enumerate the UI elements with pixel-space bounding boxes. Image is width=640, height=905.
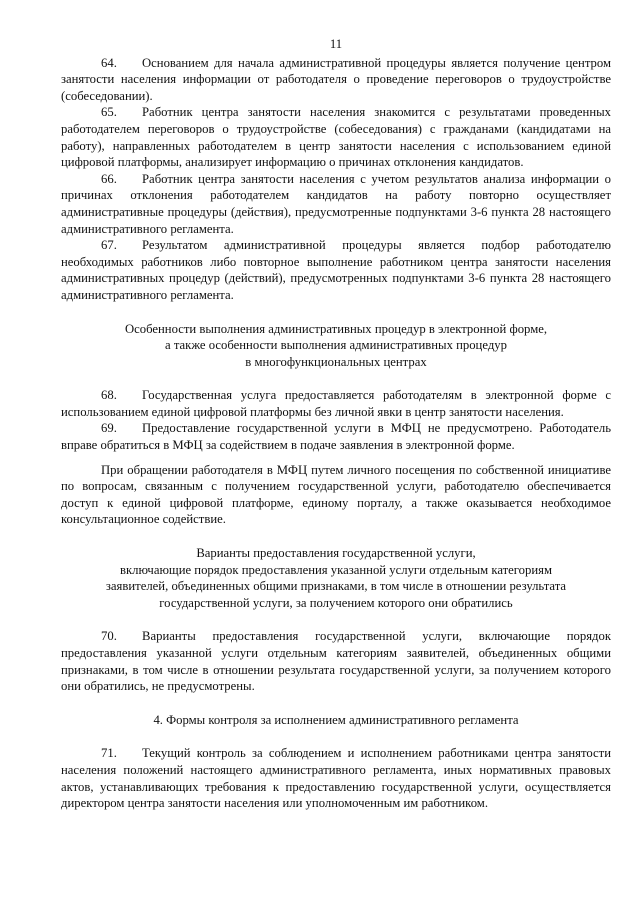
paragraph-text: Государственная услуга предоставляется работодателям в электронной форме с использованием единой цифровой платформы без личной явки в центр занятости населения. (61, 388, 611, 419)
paragraph-68 (61, 387, 611, 420)
paragraph-text: Варианты предоставления государственной услуги, включающие порядок предоставления указанной услуги отдельным категориям заявителей, объединенных общими признаками, в том числе в отношении результата государственной услуги, за получением которого они обратились, не предусмотрены. (61, 629, 611, 694)
document-page (61, 36, 611, 812)
heading-line: Варианты предоставления государственной услуги, (196, 546, 476, 561)
paragraph-text: Текущий контроль за соблюдением и исполнением работниками центра занятости населения положений настоящего административного регламента, иных нормативных правовых актов, устанавливающих требования к предоставлению государственной услуги, осуществляется директором центра занятости населения или уполномоченным им работником. (61, 746, 611, 811)
spacer (61, 304, 611, 321)
spacer (61, 528, 611, 545)
section-heading-service-variants (61, 545, 611, 611)
paragraph-number: 65. (101, 105, 117, 120)
spacer (61, 370, 611, 387)
spacer (61, 695, 611, 712)
page-number: 11 (329, 37, 343, 51)
paragraph-number: 64. (101, 55, 117, 70)
spacer (61, 728, 611, 745)
paragraph-text: Результатом административной процедуры является подбор работодателю необходимых работников либо повторное выполнение работником центра занятости населения административных процедур (действий), предусмотренных подпунктами 3-6 пункта 28 настоящего административного регламента. (61, 238, 611, 302)
paragraph-number: 68. (101, 388, 117, 403)
paragraph-65 (61, 104, 611, 170)
paragraph-64 (61, 55, 611, 105)
heading-line: государственной услуги, за получением которого они обратились (159, 595, 513, 610)
paragraph-number: 71. (101, 746, 117, 761)
paragraph-text: Работник центра занятости населения знакомится с результатами проведенных работодателем переговоров о трудоустройстве (собеседования) с гражданами (кандидатами на работу), направленных работодателем в центр занятости населения с использованием единой цифровой платформы, анализирует информацию о причинах отклонения кандидатов. (61, 105, 611, 170)
paragraph-text: Работник центра занятости населения с учетом результатов анализа информации о причинах отклонения работодателем кандидатов на работу повторно осуществляет административные процедуры (действия), предусмотренные подпунктами 3-6 пункта 28 настоящего административного регламента. (61, 171, 611, 236)
paragraph-71 (61, 745, 611, 811)
paragraph-number: 69. (101, 421, 117, 436)
spacer (61, 454, 611, 462)
heading-line: Особенности выполнения административных процедур в электронной форме, (124, 321, 548, 336)
paragraph-number: 67. (101, 238, 117, 253)
spacer (61, 611, 611, 628)
paragraph-text: Предоставление государственной услуги в МФЦ не предусмотрено. Работодатель вправе обратиться в МФЦ за содействием в подаче заявления в электронной форме. (61, 421, 611, 453)
heading-line: в многофункциональных центрах (245, 354, 427, 369)
paragraph-69 (61, 420, 611, 453)
paragraph-text: Основанием для начала административной процедуры является получение центром занятости населения информации от работодателя о проведение переговоров о трудоустройстве (собеседовании). (61, 55, 611, 103)
section-heading-electronic-form (61, 321, 611, 371)
heading-line: заявителей, объединенных общими признаками, в том числе в отношении результата (105, 579, 567, 594)
paragraph-number: 70. (101, 629, 117, 644)
paragraph-67 (61, 237, 611, 303)
heading-line: а также особенности выполнения административных процедур (165, 338, 507, 353)
heading-line: включающие порядок предоставления указанной услуги отдельным категориям (119, 562, 553, 577)
paragraph-text: При обращении работодателя в МФЦ путем личного посещения по собственной инициативе по вопросам, связанным с получением государственной услуги, работодателю обеспечивается доступ к единой цифровой платформе, единому порталу, а также оказывается необходимое консультационное содействие. (61, 462, 611, 527)
paragraph-number: 66. (101, 171, 117, 186)
paragraph-mfc-visit (61, 462, 611, 528)
section-heading-control-forms: 4. Формы контроля за исполнением административного регламента (153, 712, 519, 727)
paragraph-66 (61, 171, 611, 237)
paragraph-70 (61, 628, 611, 694)
